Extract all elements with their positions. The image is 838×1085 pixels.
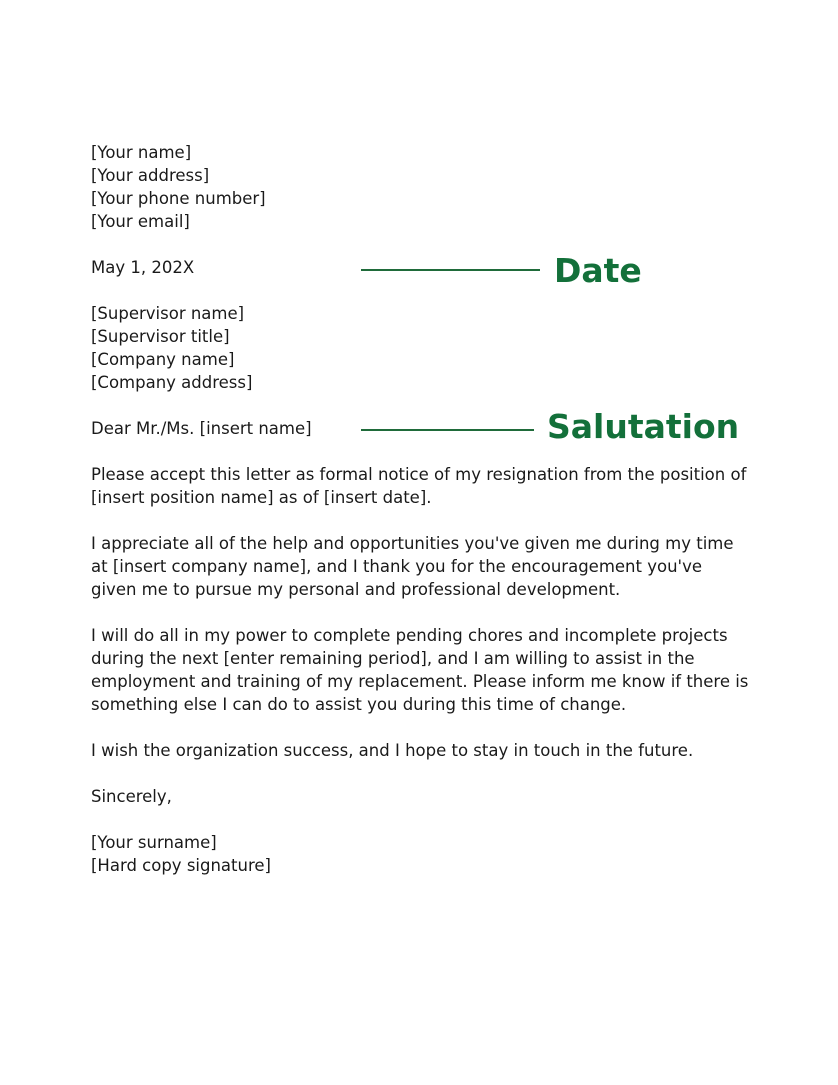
closing: Sincerely, bbox=[91, 787, 172, 806]
body-paragraph-1: Please accept this letter as formal notice of my resignation from the position of [insert position name] as of [insert date]. bbox=[91, 465, 747, 507]
sender-name: [Your name] bbox=[91, 143, 192, 162]
letter-date: May 1, 202X bbox=[91, 258, 195, 277]
recipient-title: [Supervisor title] bbox=[91, 327, 230, 346]
date-callout-line bbox=[361, 269, 540, 271]
body-paragraph-3: I will do all in my power to complete pending chores and incomplete projects during the next [enter remaining period], and I am willing to assist in the employment and training of my replacement. Please inform me know if there is something else I can do to assist you during this time of change. bbox=[91, 626, 749, 714]
salutation: Dear Mr./Ms. [insert name] bbox=[91, 419, 312, 438]
signature-surname: [Your surname] bbox=[91, 833, 217, 852]
date-callout-label: Date bbox=[554, 251, 642, 290]
recipient-company: [Company name] bbox=[91, 350, 235, 369]
sender-email: [Your email] bbox=[91, 212, 190, 231]
body-paragraph-2: I appreciate all of the help and opportunities you've given me during my time at [insert company name], and I thank you for the encouragement you've given me to pursue my personal and professional development. bbox=[91, 534, 734, 599]
body-paragraph-4: I wish the organization success, and I hope to stay in touch in the future. bbox=[91, 741, 694, 760]
recipient-address: [Company address] bbox=[91, 373, 253, 392]
sender-phone: [Your phone number] bbox=[91, 189, 266, 208]
recipient-name: [Supervisor name] bbox=[91, 304, 245, 323]
salutation-callout-line bbox=[361, 429, 534, 431]
salutation-callout-label: Salutation bbox=[547, 407, 740, 446]
signature-hard-copy: [Hard copy signature] bbox=[91, 856, 271, 875]
sender-address: [Your address] bbox=[91, 166, 210, 185]
